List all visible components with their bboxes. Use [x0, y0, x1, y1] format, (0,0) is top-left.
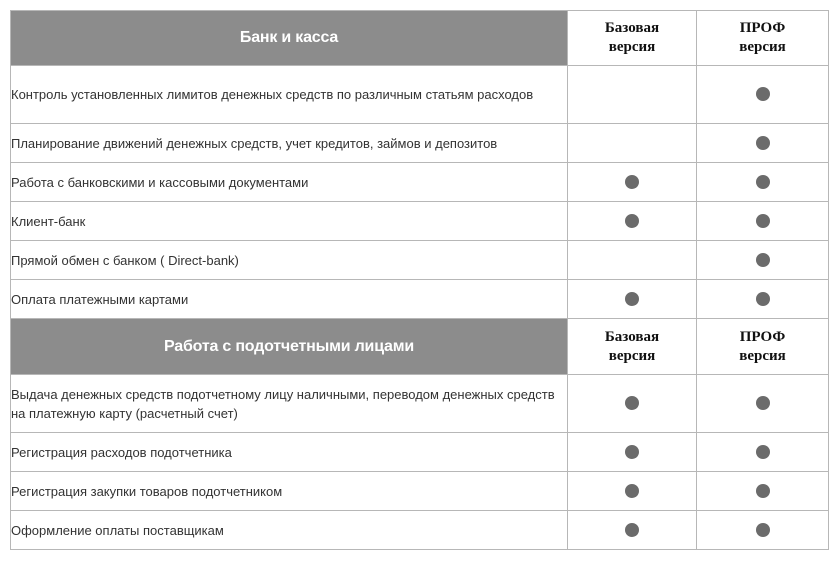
base-cell — [568, 433, 697, 472]
table-row — [11, 433, 829, 472]
availability-dot-icon — [625, 214, 639, 228]
base-cell — [568, 66, 697, 124]
feature-label: Оформление оплаты поставщикам — [11, 511, 568, 550]
availability-dot-icon — [756, 292, 770, 306]
prof-cell — [697, 280, 829, 319]
prof-cell — [697, 66, 829, 124]
prof-version-header-line2: версия — [739, 39, 786, 55]
feature-label: Регистрация закупки товаров подотчетником — [11, 472, 568, 511]
prof-cell — [697, 163, 829, 202]
table-row — [11, 375, 829, 433]
availability-dot-icon — [625, 484, 639, 498]
table-row — [11, 511, 829, 550]
base-version-header-line1: Базовая — [604, 328, 660, 345]
base-cell — [568, 511, 697, 550]
prof-cell — [697, 202, 829, 241]
prof-version-header-line2: версия — [739, 347, 786, 364]
prof-version-header-line1: ПРОФ — [739, 20, 786, 36]
availability-dot-icon — [756, 396, 770, 410]
feature-label: Контроль установленных лимитов денежных средств по различным статьям расходов — [11, 66, 568, 124]
availability-dot-icon — [625, 175, 639, 189]
availability-dot-icon — [625, 523, 639, 537]
prof-cell — [697, 433, 829, 472]
availability-dot-icon — [756, 175, 770, 189]
table-row — [11, 124, 829, 163]
availability-dot-icon — [625, 396, 639, 410]
comparison-table — [10, 10, 829, 550]
base-cell — [568, 241, 697, 280]
feature-label: Прямой обмен с банком ( Direct-bank) — [11, 241, 568, 280]
feature-label: Планирование движений денежных средств, учет кредитов, займов и депозитов — [11, 124, 568, 163]
base-cell — [568, 472, 697, 511]
base-cell — [568, 202, 697, 241]
prof-version-header — [697, 11, 829, 66]
table-row — [11, 241, 829, 280]
prof-cell — [697, 241, 829, 280]
section-header-row — [11, 11, 829, 66]
base-version-header-line2: версия — [608, 39, 656, 55]
availability-dot-icon — [756, 253, 770, 267]
prof-cell — [697, 472, 829, 511]
availability-dot-icon — [756, 484, 770, 498]
base-version-header-line2: версия — [608, 347, 656, 364]
feature-label: Выдача денежных средств подотчетному лицу наличными, переводом денежных средств на платежную карту (расчетный счет) — [11, 375, 568, 433]
table-row — [11, 472, 829, 511]
table-row — [11, 280, 829, 319]
availability-dot-icon — [625, 292, 639, 306]
base-cell — [568, 163, 697, 202]
prof-cell — [697, 124, 829, 163]
table-row — [11, 66, 829, 124]
base-cell — [568, 280, 697, 319]
availability-dot-icon — [756, 87, 770, 101]
table-row — [11, 202, 829, 241]
feature-label: Клиент-банк — [11, 202, 568, 241]
prof-cell — [697, 375, 829, 433]
prof-version-header-line1: ПРОФ — [739, 328, 786, 345]
base-version-header-line1: Базовая — [604, 20, 660, 36]
prof-cell — [697, 511, 829, 550]
feature-label: Оплата платежными картами — [11, 280, 568, 319]
base-version-header — [568, 319, 697, 375]
availability-dot-icon — [756, 214, 770, 228]
section-title-accountable: Работа с подотчетными лицами — [11, 319, 568, 375]
section-title-bank: Банк и касса — [11, 11, 568, 66]
availability-dot-icon — [756, 136, 770, 150]
base-cell — [568, 375, 697, 433]
availability-dot-icon — [756, 523, 770, 537]
availability-dot-icon — [756, 445, 770, 459]
availability-dot-icon — [625, 445, 639, 459]
table-row — [11, 163, 829, 202]
base-version-header — [568, 11, 697, 66]
section-header-row — [11, 319, 829, 375]
base-cell — [568, 124, 697, 163]
feature-label: Работа с банковскими и кассовыми документами — [11, 163, 568, 202]
feature-label: Регистрация расходов подотчетника — [11, 433, 568, 472]
prof-version-header — [697, 319, 829, 375]
